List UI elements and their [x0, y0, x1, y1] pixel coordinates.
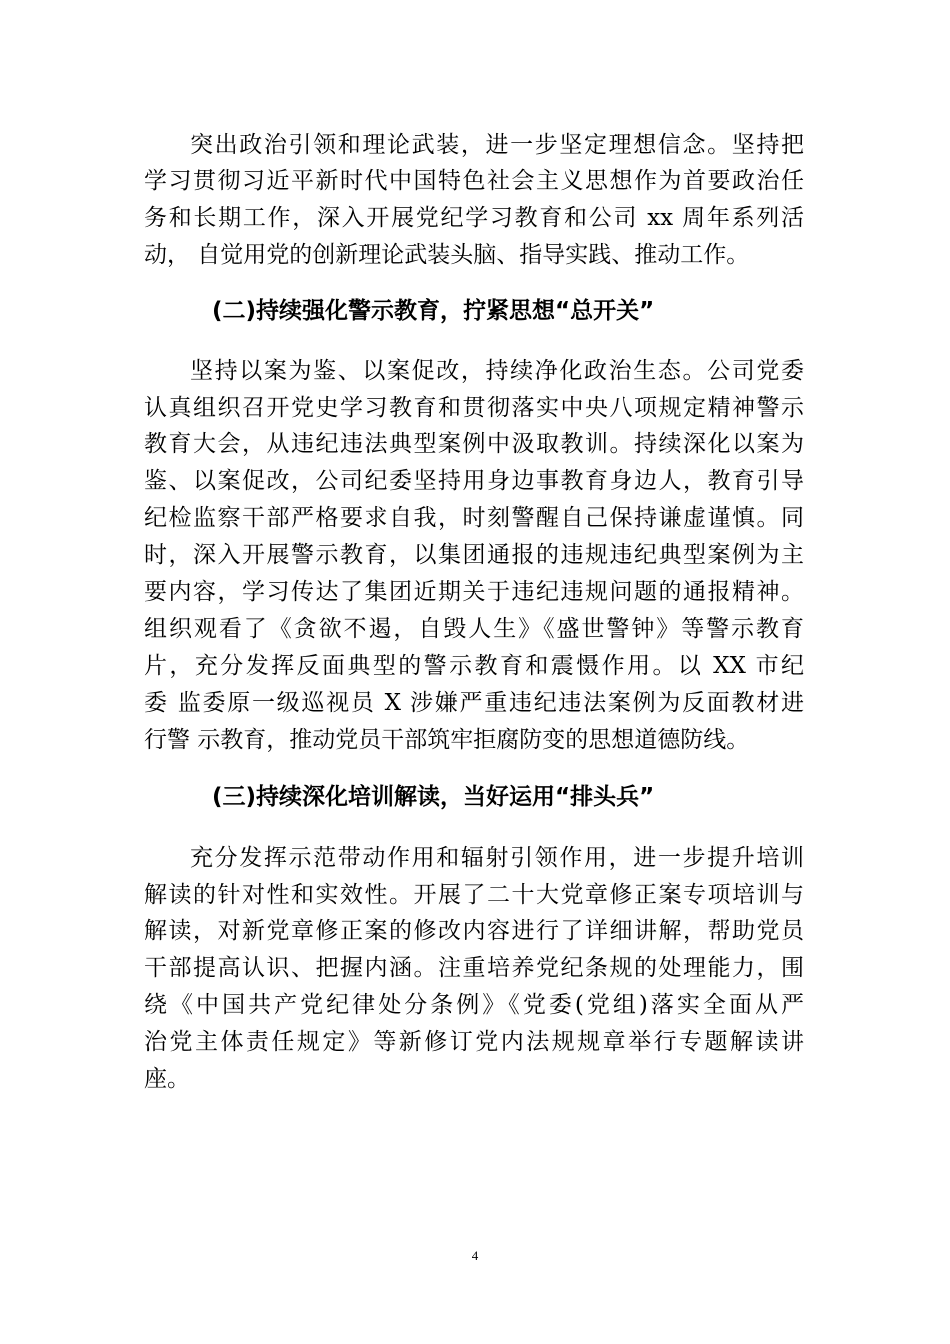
paragraph-2-line-9: 片，充分发挥反面典型的警示教育和震慑作用。以 XX 市纪 [144, 653, 804, 679]
paragraph-2-line-7: 要内容，学习传达了集团近期关于违纪违规问题的通报精神。 [144, 579, 804, 605]
paragraph-3-line-5: 绕《中国共产党纪律处分条例》《党委(党组)落实全面从严 [144, 992, 804, 1018]
paragraph-2-line-10: 委 监委原一级巡视员 X 涉嫌严重违纪违法案例为反面教材进 [144, 690, 804, 716]
paragraph-1-line-1: 突出政治引领和理论武装，进一步坚定理想信念。坚持把 [190, 132, 804, 158]
paragraph-2-line-5: 纪检监察干部严格要求自我，时刻警醒自己保持谦虚谨慎。同 [144, 505, 804, 531]
paragraph-3-line-2: 解读的针对性和实效性。开展了二十大党章修正案专项培训与 [144, 882, 804, 908]
section-heading-2: (二)持续强化警示教育，拧紧思想“总开关” [212, 298, 655, 324]
section-heading-3: (三)持续深化培训解读，当好运用“排头兵” [212, 784, 655, 810]
paragraph-2-line-11: 行警 示教育，推动党员干部筑牢拒腐防变的思想道德防线。 [144, 727, 750, 753]
paragraph-3-line-7: 座。 [144, 1066, 190, 1092]
paragraph-2-line-4: 鉴、以案促改，公司纪委坚持用身边事教育身边人，教育引导 [144, 468, 804, 494]
paragraph-3-line-1: 充分发挥示范带动作用和辐射引领作用，进一步提升培训 [190, 845, 804, 871]
paragraph-1-line-2: 学习贯彻习近平新时代中国特色社会主义思想作为首要政治任 [144, 168, 804, 194]
paragraph-2-line-1: 坚持以案为鉴、以案促改，持续净化政治生态。公司党委 [190, 358, 804, 384]
paragraph-3-line-3: 解读，对新党章修正案的修改内容进行了详细讲解，帮助党员 [144, 918, 804, 944]
page-number: 4 [471, 1248, 479, 1263]
paragraph-3-line-4: 干部提高认识、把握内涵。注重培养党纪条规的处理能力，围 [144, 955, 804, 981]
paragraph-3-line-6: 治党主体责任规定》等新修订党内法规规章举行专题解读讲 [144, 1029, 804, 1055]
paragraph-2-line-3: 教育大会，从违纪违法典型案例中汲取教训。持续深化以案为 [144, 431, 804, 457]
paragraph-1-line-4: 动， 自觉用党的创新理论武装头脑、指导实践、推动工作。 [144, 242, 750, 268]
paragraph-2-line-8: 组织观看了《贪欲不遏，自毁人生》《盛世警钟》等警示教育 [144, 616, 804, 642]
paragraph-2-line-6: 时，深入开展警示教育，以集团通报的违规违纪典型案例为主 [144, 542, 804, 568]
paragraph-2-line-2: 认真组织召开党史学习教育和贯彻落实中央八项规定精神警示 [144, 395, 804, 421]
paragraph-1-line-3: 务和长期工作，深入开展党纪学习教育和公司 xx 周年系列活 [144, 205, 804, 231]
